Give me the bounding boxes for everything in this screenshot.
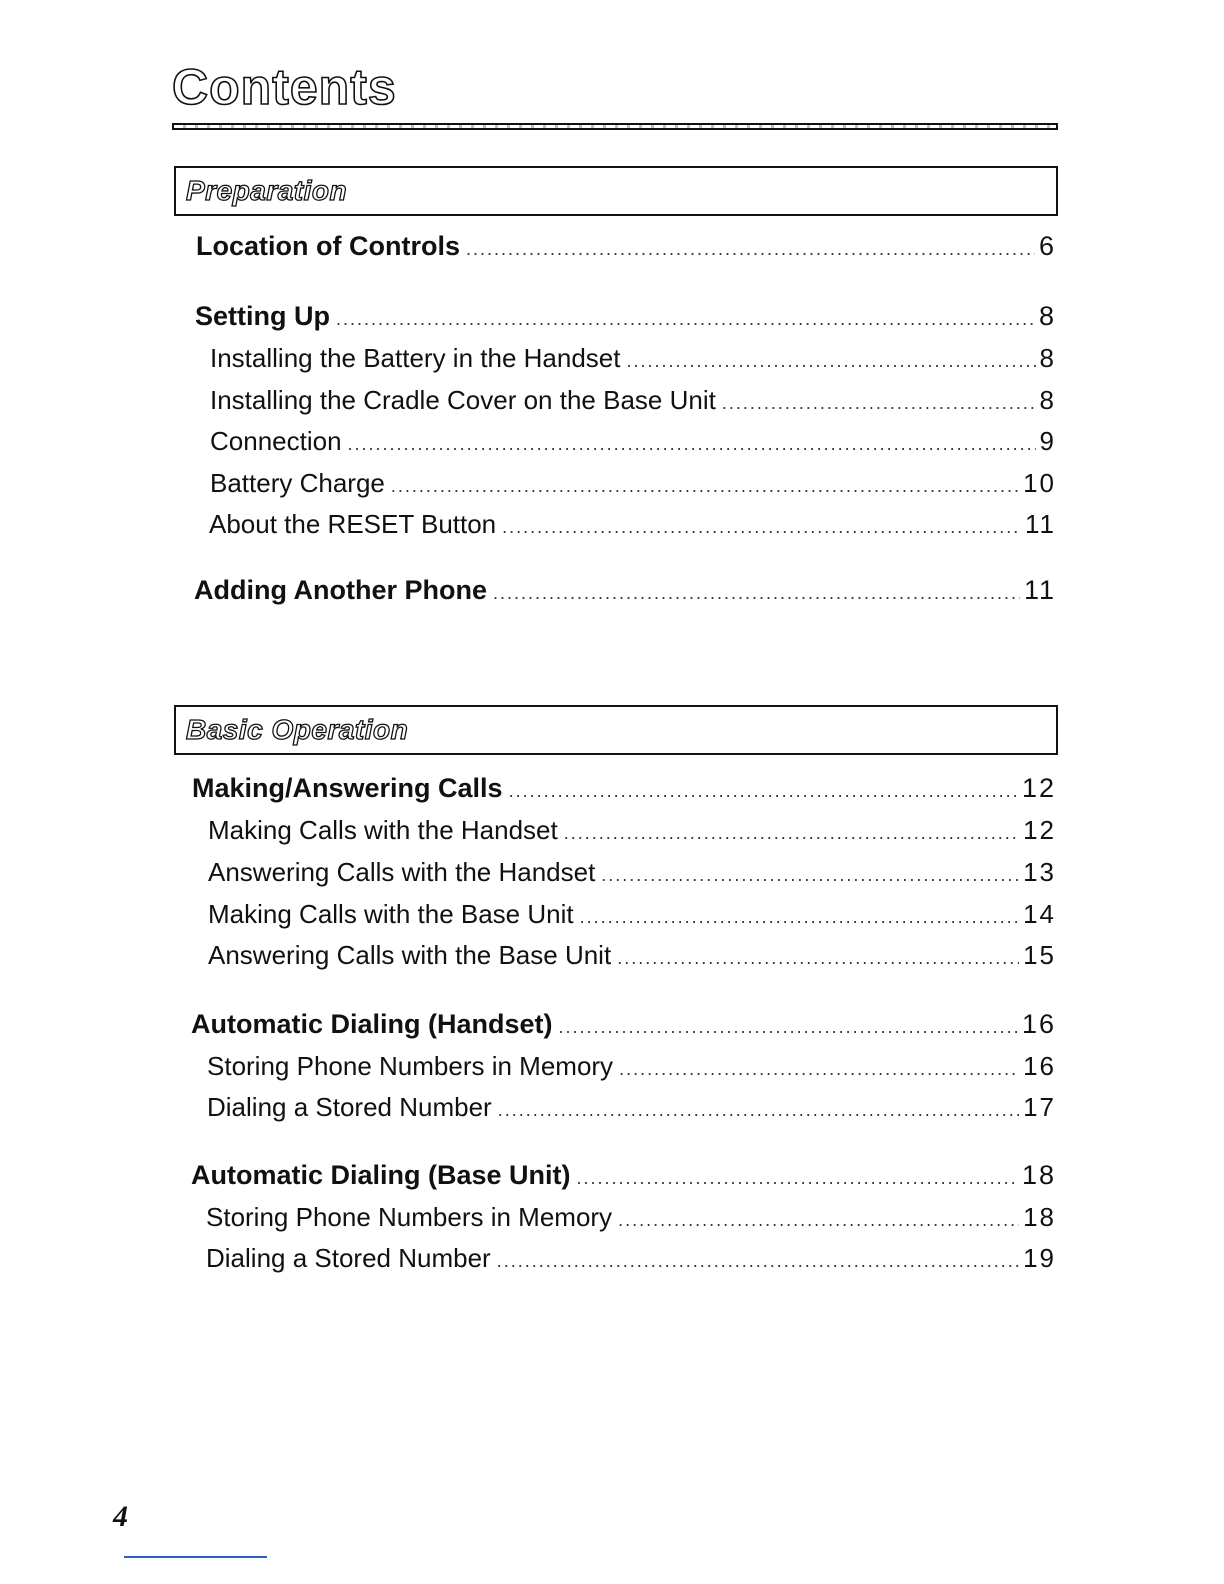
toc-entry-label: Battery Charge — [210, 468, 385, 498]
toc-entry[interactable] — [208, 854, 1056, 890]
page-title: Contents — [172, 59, 397, 115]
toc-entry-label: Making Calls with the Base Unit — [208, 899, 574, 929]
section-label: Basic Operation — [186, 714, 409, 745]
title-rule — [172, 123, 1058, 130]
toc-entry-page: 15 — [1023, 940, 1056, 970]
toc-entry[interactable] — [191, 1157, 1056, 1193]
toc-entry[interactable] — [210, 465, 1056, 501]
toc-entry[interactable] — [208, 937, 1056, 973]
toc-entry-label: Storing Phone Numbers in Memory — [206, 1202, 613, 1232]
toc-entry[interactable] — [207, 1048, 1056, 1084]
toc-entry[interactable] — [208, 896, 1056, 932]
leader-dots — [619, 1051, 1019, 1087]
toc-entry-label: Answering Calls with the Handset — [208, 857, 596, 887]
toc-entry-label: Answering Calls with the Base Unit — [208, 940, 612, 970]
leader-dots — [626, 343, 1035, 379]
toc-entry[interactable] — [206, 1240, 1056, 1276]
leader-dots — [498, 1092, 1019, 1128]
toc-entry[interactable] — [208, 812, 1056, 848]
toc-entry[interactable] — [207, 1089, 1056, 1125]
toc-entry-label: Storing Phone Numbers in Memory — [207, 1051, 614, 1081]
toc-entry-label: Making/Answering Calls — [192, 773, 503, 803]
toc-entry-page: 19 — [1023, 1243, 1056, 1273]
toc-entry-page: 8 — [1039, 385, 1056, 415]
section-header-preparation — [174, 166, 1058, 216]
leader-dots — [618, 1202, 1019, 1238]
toc-entry-label: Dialing a Stored Number — [207, 1092, 492, 1122]
toc-entry-page: 16 — [1023, 1051, 1056, 1081]
toc-entry-label: Setting Up — [195, 301, 330, 331]
toc-entry-page: 12 — [1023, 815, 1056, 845]
toc-entry-page: 16 — [1021, 1009, 1056, 1039]
toc-entry-label: Automatic Dialing (Handset) — [191, 1009, 553, 1039]
toc-entry[interactable] — [210, 423, 1056, 459]
toc-entry-label: Adding Another Phone — [194, 575, 487, 605]
toc-entry[interactable] — [191, 1006, 1056, 1042]
toc-entry-page: 8 — [1039, 343, 1056, 373]
toc-entry[interactable] — [196, 228, 1056, 264]
leader-dots — [497, 1243, 1019, 1279]
leader-dots — [601, 857, 1019, 893]
leader-dots — [509, 773, 1018, 809]
leader-dots — [580, 899, 1019, 935]
toc-entry-label: Installing the Battery in the Handset — [210, 343, 621, 373]
toc-entry-page: 12 — [1021, 773, 1056, 803]
toc-entry-page: 6 — [1038, 231, 1056, 261]
footer-rule — [124, 1556, 267, 1558]
toc-entry-label: Dialing a Stored Number — [206, 1243, 491, 1273]
toc-entry-label: Installing the Cradle Cover on the Base Unit — [210, 385, 716, 415]
leader-dots — [617, 940, 1019, 976]
toc-entry-page: 18 — [1023, 1202, 1056, 1232]
leader-dots — [564, 815, 1019, 851]
toc-entry-page: 8 — [1038, 301, 1056, 331]
toc-entry-page: 11 — [1023, 575, 1056, 605]
page-number: 4 — [113, 1500, 128, 1533]
leader-dots — [577, 1160, 1018, 1196]
toc-entry-page: 13 — [1023, 857, 1056, 887]
leader-dots — [502, 509, 1021, 545]
toc-entry-label: Location of Controls — [196, 231, 460, 261]
leader-dots — [391, 468, 1019, 504]
toc-entry-page: 17 — [1023, 1092, 1056, 1122]
leader-dots — [466, 231, 1035, 267]
toc-entry-page: 11 — [1025, 509, 1056, 539]
toc-entry[interactable] — [194, 572, 1056, 608]
toc-entry[interactable] — [210, 382, 1056, 418]
leader-dots — [493, 575, 1020, 611]
leader-dots — [722, 385, 1036, 421]
toc-entry[interactable] — [206, 1199, 1056, 1235]
toc-entry-page: 18 — [1021, 1160, 1056, 1190]
leader-dots — [336, 301, 1035, 337]
toc-entry[interactable] — [192, 770, 1056, 806]
leader-dots — [559, 1009, 1018, 1045]
section-label: Preparation — [186, 175, 348, 206]
toc-entry[interactable] — [209, 506, 1056, 542]
toc-entry-label: Connection — [210, 426, 342, 456]
toc-entry-label: About the RESET Button — [209, 509, 497, 539]
section-header-basic-operation — [174, 705, 1058, 755]
toc-entry-page: 10 — [1023, 468, 1056, 498]
toc-entry[interactable] — [195, 298, 1056, 334]
toc-entry-label: Automatic Dialing (Base Unit) — [191, 1160, 571, 1190]
toc-entry[interactable] — [210, 340, 1056, 376]
toc-entry-page: 14 — [1023, 899, 1056, 929]
toc-entry-page: 9 — [1039, 426, 1056, 456]
leader-dots — [348, 426, 1036, 462]
toc-entry-label: Making Calls with the Handset — [208, 815, 558, 845]
